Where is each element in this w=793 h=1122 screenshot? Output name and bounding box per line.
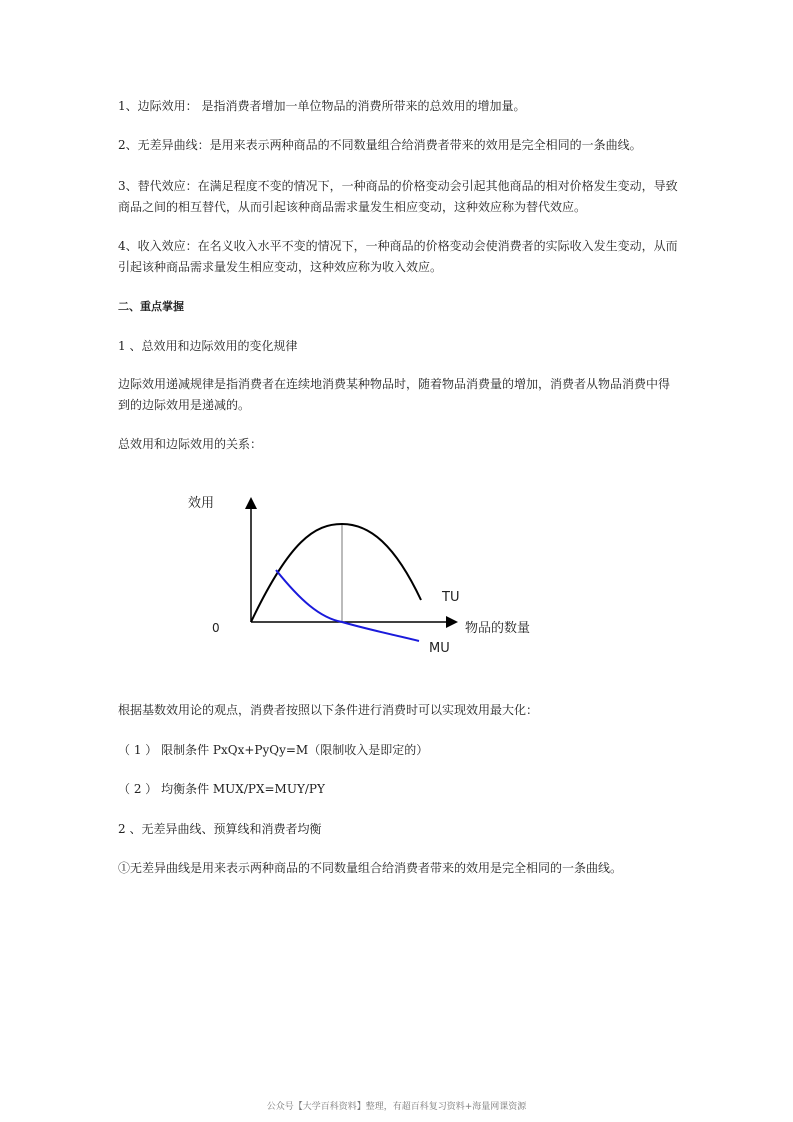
cardinal-utility-text: 根据基数效用论的观点，消费者按照以下条件进行消费时可以实现效用最大化：: [118, 703, 539, 717]
diminishing-marginal-utility-text: 边际效用递减规律是指消费者在连续地消费某种物品时，随着物品消费量的增加，消费者从物品消费中得到的边际效用是递减的。: [118, 377, 671, 412]
tu-mu-figure: [180, 490, 560, 670]
subsection-title-utility: 1 、总效用和边际效用的变化规律: [118, 339, 298, 353]
mu-label: MU: [429, 641, 450, 656]
constraint-condition: （ 1 ） 限制条件 PxQx+PyQy=M（限制收入是即定的）: [118, 743, 429, 757]
tu-label: TU: [442, 590, 460, 605]
y-axis-label: 效用: [188, 496, 215, 511]
indifference-curve-text: ①无差异曲线是用来表示两种商品的不同数量组合给消费者带来的效用是完全相同的一条曲线。: [118, 861, 623, 875]
definition-income-effect: 4、收入效应：在名义收入水平不变的情况下，一种商品的价格变动会使消费者的实际收入发生变动，从而引起该种商品需求量发生相应变动，这种效应称为收入效应。: [118, 239, 678, 274]
section-heading: 二、重点掌握: [118, 300, 184, 313]
definition-indifference-curve: 2、无差异曲线：是用来表示两种商品的不同数量组合给消费者带来的效用是完全相同的一条曲线。: [118, 138, 642, 152]
subsection-title-indifference: 2 、无差异曲线、预算线和消费者均衡: [118, 822, 322, 836]
mu-curve: [276, 570, 419, 641]
equilibrium-condition: （ 2 ） 均衡条件 MUX/PX=MUY/PY: [118, 782, 325, 796]
x-axis-label: 物品的数量: [465, 621, 531, 636]
tu-curve: [251, 524, 421, 622]
definition-substitution-effect: 3、替代效应：在满足程度不变的情况下，一种商品的价格变动会引起其他商品的相对价格发生变动，导致商品之间的相互替代，从而引起该种商品需求量发生相应变动，这种效应称为替代效应。: [118, 179, 678, 214]
page-footer: 公众号【大学百科资料】整理，有超百科复习资料+海量网课资源: [266, 1102, 527, 1112]
origin-label: 0: [212, 621, 220, 635]
relation-label: 总效用和边际效用的关系：: [118, 437, 263, 451]
definition-marginal-utility: 1、边际效用： 是指消费者增加一单位物品的消费所带来的总效用的增加量。: [118, 99, 526, 113]
